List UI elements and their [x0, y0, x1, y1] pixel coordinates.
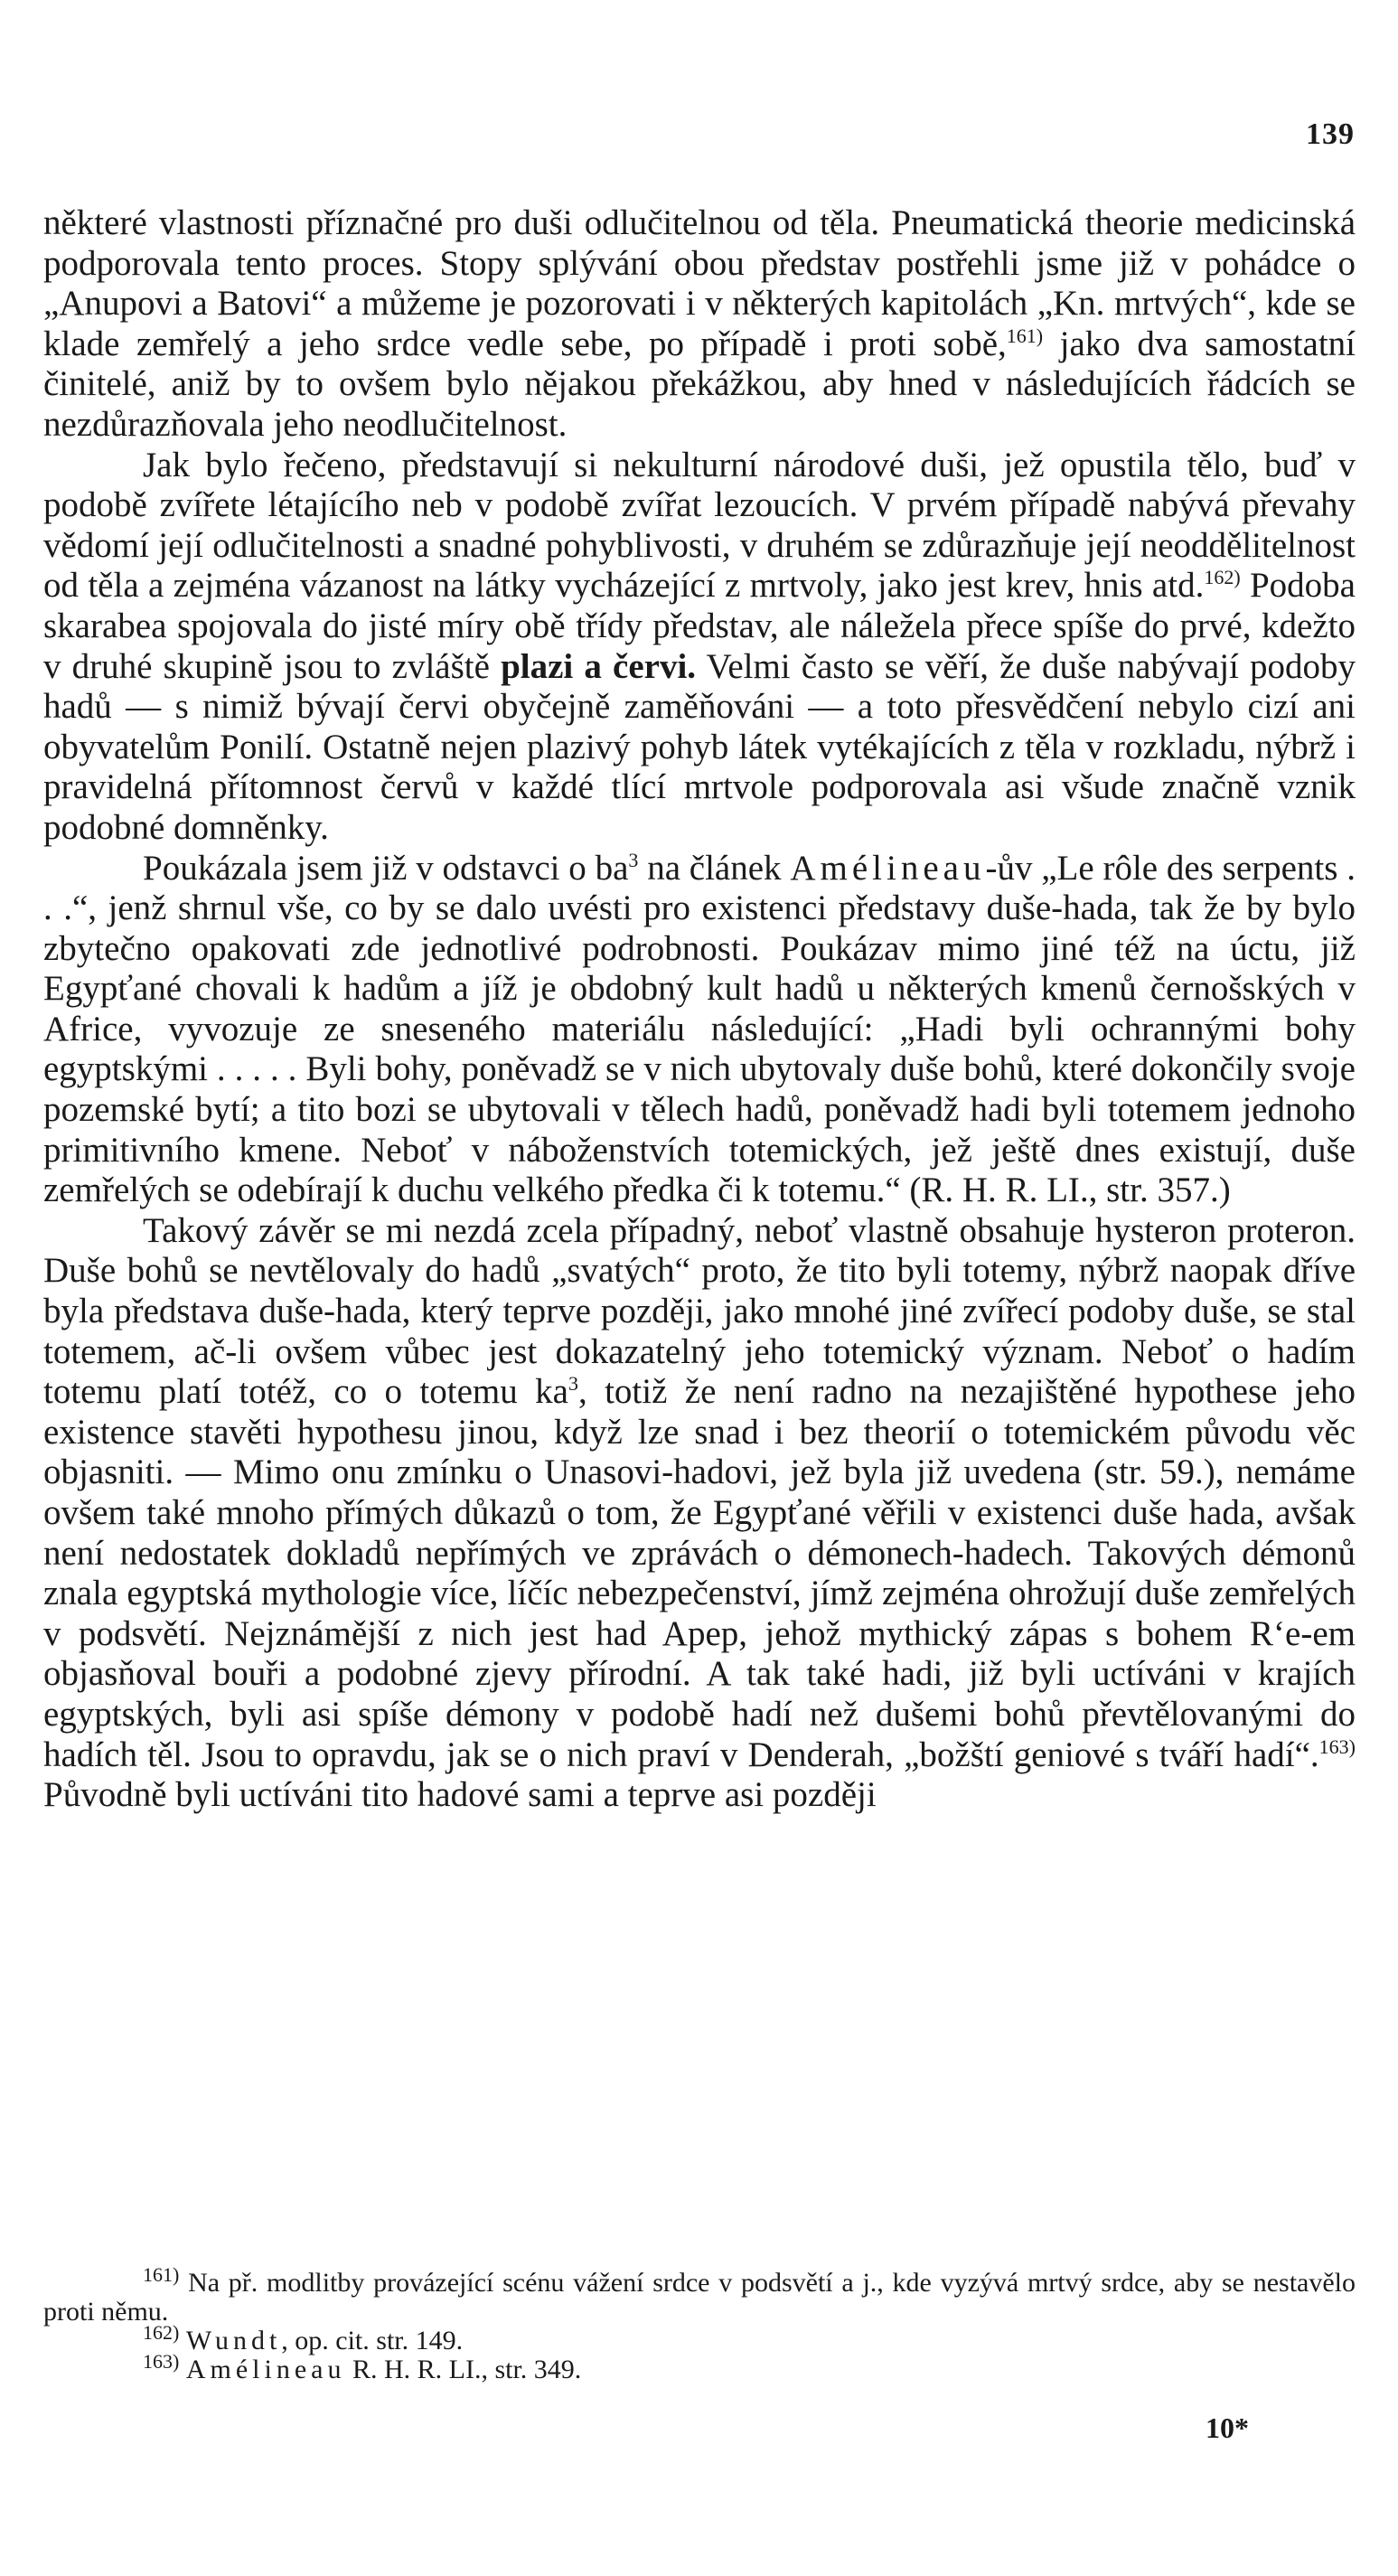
spaced-name: Wundt [185, 2326, 282, 2355]
footnote-162 [43, 2321, 1356, 2355]
paragraph-1 [43, 203, 1356, 446]
text-run [179, 2355, 186, 2384]
text-run: -ův „Le rôle des serpents . . .“, jenž shrnul vše, co by se dalo uvésti pro existenci představy duše-hada, tak že by bylo zbytečno opakovati zde jednotlivé podrobnosti. Poukázav mimo jiné též na úctu, již Egypťané chovali k hadům a jíž je obdobný kult hadů u některých kmenů černošských v Africe, vyvozuje ze sneseného materiálu následující: „Hadi byli ochrannými bohy egyptskými . . . . . Byli bohy, poněvadž se v nich ubytovaly duše bohů, které dokončily svoje pozemské bytí; a tito bozi se ubytovali v tělech hadů, poněvadž hadi byli totemem jednoho primitivního kmene. Neboť v náboženstvích totemických, jež ještě dnes existují, duše zemřelých se odebírají k duchu velkého předka či k totemu.“ (R. H. R. LI., str. 357.) [43, 848, 1356, 1210]
text-run: některé vlastnosti příznačné pro duši odlučitelnou od těla. Pneumatická theorie medicinská podporovala tento proces. Stopy splývání obou představ postřehli jsme již v pohádce o „Anupovi a Batovi“ a můžeme je pozorovati i v některých kapitolách „Kn. mrtvých“, kde se klade zemřelý a jeho srdce vedle sebe, po případě i proti sobě, [43, 203, 1356, 363]
footnote-ref: 161) [1006, 324, 1044, 347]
footnote-ref: 163) [143, 2350, 180, 2373]
footnote-ref: 3 [568, 1372, 578, 1396]
text-run: , op. cit. str. 149. [281, 2326, 464, 2355]
text-run: R. H. R. LI., str. 349. [345, 2355, 582, 2384]
body-text [43, 203, 1356, 1816]
text-run: na článek [638, 848, 791, 888]
text-run: Jak bylo řečeno, představují si nekulturní národové duši, jež opustila tělo, buď v podobě zvířete létajícího neb v podobě zvířat lezoucích. V prvém případě nabývá převahy vědomí její odlučitelnosti a snadné pohyblivosti, v druhém se zdůrazňuje její neoddělitelnost od těla a zejména vázanost na látky vycházející z mrtvoly, jako jest krev, hnis atd. [43, 445, 1356, 606]
footnote-ref: 162) [143, 2321, 180, 2344]
text-run: Na př. modlitby provázející scénu vážení srdce v podsvětí a j., kde vyzývá mrtvý srdce, aby se nestavělo proti němu. [43, 2268, 1356, 2327]
text-run: Velmi často se věří, že duše nabývají podoby hadů — s nimiž bývají červi obyčejně zaměňováni — a toto přesvědčení nebylo cizí ani obyvatelům Ponilí. Ostatně nejen plazivý pohyb látek vytékajících z těla v rozkladu, nýbrž i pravidelná přítomnost červů v každé tlící mrtvole podporovala asi všude značně vznik podobné domněnky. [43, 646, 1356, 847]
text-run: jako dva samostatní činitelé, aniž by to ovšem bylo nějakou překážkou, aby hned v následujících řádcích se nezdůrazňovala jeho neodlučitelnost. [43, 324, 1356, 444]
footnote-ref: 3 [628, 848, 639, 871]
text-run: , totiž že není radno na nezajištěné hypothese jeho existence stavěti hypothesu jinou, když lze snad i bez theorií o totemickém původu věc objasniti. — Mimo onu zmínku o Unasovi-hadovi, jež byla již uvedena (str. 59.), nemáme ovšem také mnoho přímých důkazů o tom, že Egypťané věřili v existenci duše hada, avšak není nedostatek dokladů nepřímých ve zprávách o démonech-hadech. Takových démonů znala egyptská mythologie více, líčíc nebezpečenství, jímž zejména ohrožují duše zemřelých v podsvětí. Nejznámější z nich jest had Apep, jehož mythický zápas s bohem R‘e-em objasňoval bouři a podobné zjevy přírodní. A tak také hadi, již byli uctíváni v krajích egyptských, byli asi spíše démony v podobě hadí než dušemi bohů převtělovanými do hadích těl. Jsou to opravdu, jak se o nich praví v Denderah, „božští geniové s tváří hadí“. [43, 1372, 1356, 1774]
text-run [179, 2326, 186, 2355]
text-run: Poukázala jsem již v odstavci o ba [143, 848, 629, 888]
signature-mark: 10* [1206, 2411, 1249, 2444]
footnotes [43, 2263, 1356, 2384]
page-number: 139 [1306, 118, 1355, 151]
text-run: Původně byli uctíváni tito hadové sami a teprve asi později [43, 1775, 877, 1815]
paragraph-4 [43, 1211, 1356, 1816]
footnote-161 [43, 2263, 1356, 2327]
footnote-163 [43, 2350, 1356, 2384]
bold-text: plazi a červi. [501, 646, 697, 686]
paragraph-2 [43, 446, 1356, 849]
text-run: Podoba skarabea spojovala do jisté míry obě třídy představ, ale náležela přece spíše do prvé, kdežto v druhé skupině jsou to zvláště [43, 566, 1356, 686]
text-run: Takový závěr se mi nezdá zcela případný, neboť vlastně obsahuje hysteron proteron. Duše bohů se nevtělovaly do hadů „svatých“ proto, že tito byli totemy, nýbrž naopak dříve byla představa duše-hada, který teprve později, jako mnohé jiné zvířecí podoby duše, se stal totemem, ač-li ovšem vůbec jest dokazatelný jeho totemický význam. Neboť o hadím totemu platí totéž, co o totemu ka [43, 1210, 1356, 1412]
paragraph-3 [43, 849, 1356, 1211]
spaced-name: Amélineau [185, 2355, 346, 2384]
footnote-ref: 161) [143, 2263, 180, 2286]
spaced-name: Amélineau [790, 848, 986, 888]
footnote-ref: 163) [1318, 1735, 1356, 1758]
footnote-ref: 162) [1204, 566, 1241, 589]
